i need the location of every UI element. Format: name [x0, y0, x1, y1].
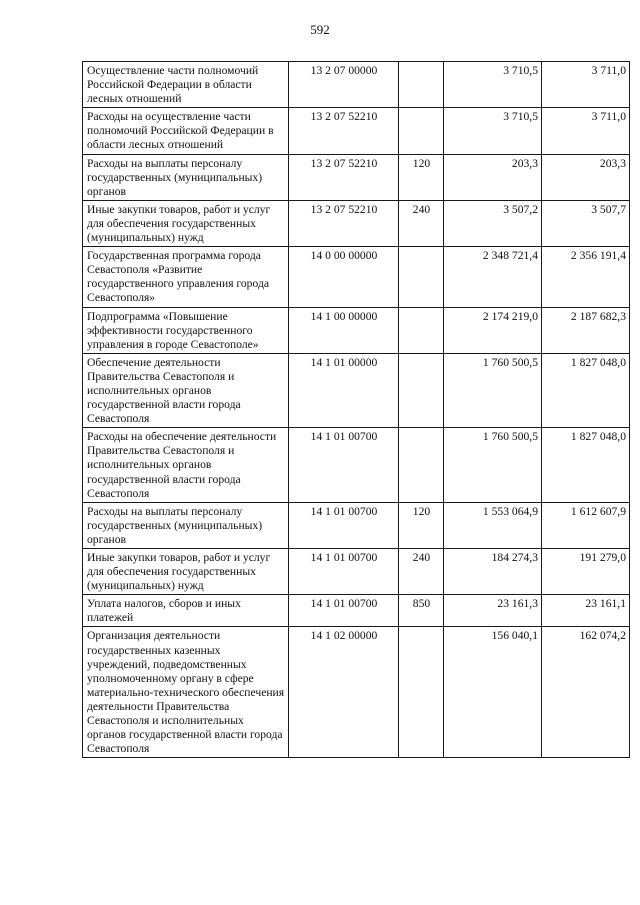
row-sum-year1-cell: 156 040,1: [444, 627, 542, 758]
row-code-cell: 14 1 02 00000: [289, 627, 399, 758]
row-code-cell: 14 1 01 00700: [289, 549, 399, 595]
row-name-cell: Государственная программа города Севастополя «Развитие государственного управления города Севастополя»: [83, 247, 289, 307]
row-sum-year1-cell: 23 161,3: [444, 595, 542, 627]
table-row: [83, 502, 630, 548]
row-expense-type-cell: [399, 627, 444, 758]
row-sum-year1-cell: 184 274,3: [444, 549, 542, 595]
row-code-cell: 14 1 01 00700: [289, 428, 399, 502]
row-sum-year1-cell: 3 710,5: [444, 62, 542, 108]
row-sum-year2-cell: 1 827 048,0: [542, 353, 630, 427]
row-sum-year1-cell: 203,3: [444, 154, 542, 200]
table-row: [83, 627, 630, 758]
row-name-cell: Осуществление части полномочий Российской Федерации в области лесных отношений: [83, 62, 289, 108]
row-expense-type-cell: 120: [399, 154, 444, 200]
row-expense-type-cell: 240: [399, 549, 444, 595]
row-sum-year1-cell: 3 507,2: [444, 200, 542, 246]
table-row: [83, 154, 630, 200]
row-expense-type-cell: [399, 62, 444, 108]
row-sum-year2-cell: 1 827 048,0: [542, 428, 630, 502]
row-expense-type-cell: [399, 307, 444, 353]
row-name-cell: Уплата налогов, сборов и иных платежей: [83, 595, 289, 627]
table-row: [83, 307, 630, 353]
row-sum-year1-cell: 2 174 219,0: [444, 307, 542, 353]
row-expense-type-cell: [399, 428, 444, 502]
row-code-cell: 14 1 01 00700: [289, 595, 399, 627]
row-expense-type-cell: [399, 247, 444, 307]
row-sum-year2-cell: 2 187 682,3: [542, 307, 630, 353]
table-row: [83, 353, 630, 427]
row-name-cell: Подпрограмма «Повышение эффективности государственного управления в городе Севастополе»: [83, 307, 289, 353]
row-code-cell: 14 1 00 00000: [289, 307, 399, 353]
row-sum-year2-cell: 2 356 191,4: [542, 247, 630, 307]
table-row: [83, 108, 630, 154]
row-expense-type-cell: [399, 353, 444, 427]
row-code-cell: 14 1 01 00700: [289, 502, 399, 548]
row-expense-type-cell: 850: [399, 595, 444, 627]
row-name-cell: Организация деятельности государственных казенных учреждений, подведомственных уполномоченному органу в сфере материально-технического обеспечения деятельности Правительства Севастополя и исполнительных органов государственной власти города Севастополя: [83, 627, 289, 758]
row-code-cell: 14 1 01 00000: [289, 353, 399, 427]
row-sum-year2-cell: 23 161,1: [542, 595, 630, 627]
row-name-cell: Расходы на выплаты персоналу государственных (муниципальных) органов: [83, 502, 289, 548]
row-expense-type-cell: 240: [399, 200, 444, 246]
row-sum-year2-cell: 3 711,0: [542, 108, 630, 154]
row-sum-year2-cell: 203,3: [542, 154, 630, 200]
row-sum-year1-cell: 2 348 721,4: [444, 247, 542, 307]
budget-table: [82, 61, 630, 758]
table-row: [83, 247, 630, 307]
row-name-cell: Иные закупки товаров, работ и услуг для обеспечения государственных (муниципальных) нужд: [83, 549, 289, 595]
row-expense-type-cell: 120: [399, 502, 444, 548]
row-sum-year2-cell: 162 074,2: [542, 627, 630, 758]
row-sum-year2-cell: 191 279,0: [542, 549, 630, 595]
row-code-cell: 13 2 07 00000: [289, 62, 399, 108]
table-row: [83, 549, 630, 595]
row-sum-year1-cell: 1 760 500,5: [444, 428, 542, 502]
page-number: 592: [310, 22, 330, 37]
budget-table-body: [83, 62, 630, 758]
row-code-cell: 14 0 00 00000: [289, 247, 399, 307]
row-name-cell: Расходы на обеспечение деятельности Правительства Севастополя и исполнительных органов государственной власти города Севастополя: [83, 428, 289, 502]
row-name-cell: Расходы на выплаты персоналу государственных (муниципальных) органов: [83, 154, 289, 200]
row-code-cell: 13 2 07 52210: [289, 108, 399, 154]
row-name-cell: Расходы на осуществление части полномочий Российской Федерации в области лесных отношений: [83, 108, 289, 154]
row-sum-year1-cell: 1 760 500,5: [444, 353, 542, 427]
table-row: [83, 62, 630, 108]
row-expense-type-cell: [399, 108, 444, 154]
row-sum-year2-cell: 3 507,7: [542, 200, 630, 246]
row-code-cell: 13 2 07 52210: [289, 200, 399, 246]
row-sum-year2-cell: 3 711,0: [542, 62, 630, 108]
table-row: [83, 595, 630, 627]
row-name-cell: Иные закупки товаров, работ и услуг для обеспечения государственных (муниципальных) нужд: [83, 200, 289, 246]
row-code-cell: 13 2 07 52210: [289, 154, 399, 200]
row-sum-year1-cell: 1 553 064,9: [444, 502, 542, 548]
row-sum-year1-cell: 3 710,5: [444, 108, 542, 154]
row-name-cell: Обеспечение деятельности Правительства Севастополя и исполнительных органов государственной власти города Севастополя: [83, 353, 289, 427]
row-sum-year2-cell: 1 612 607,9: [542, 502, 630, 548]
table-row: [83, 200, 630, 246]
table-row: [83, 428, 630, 502]
